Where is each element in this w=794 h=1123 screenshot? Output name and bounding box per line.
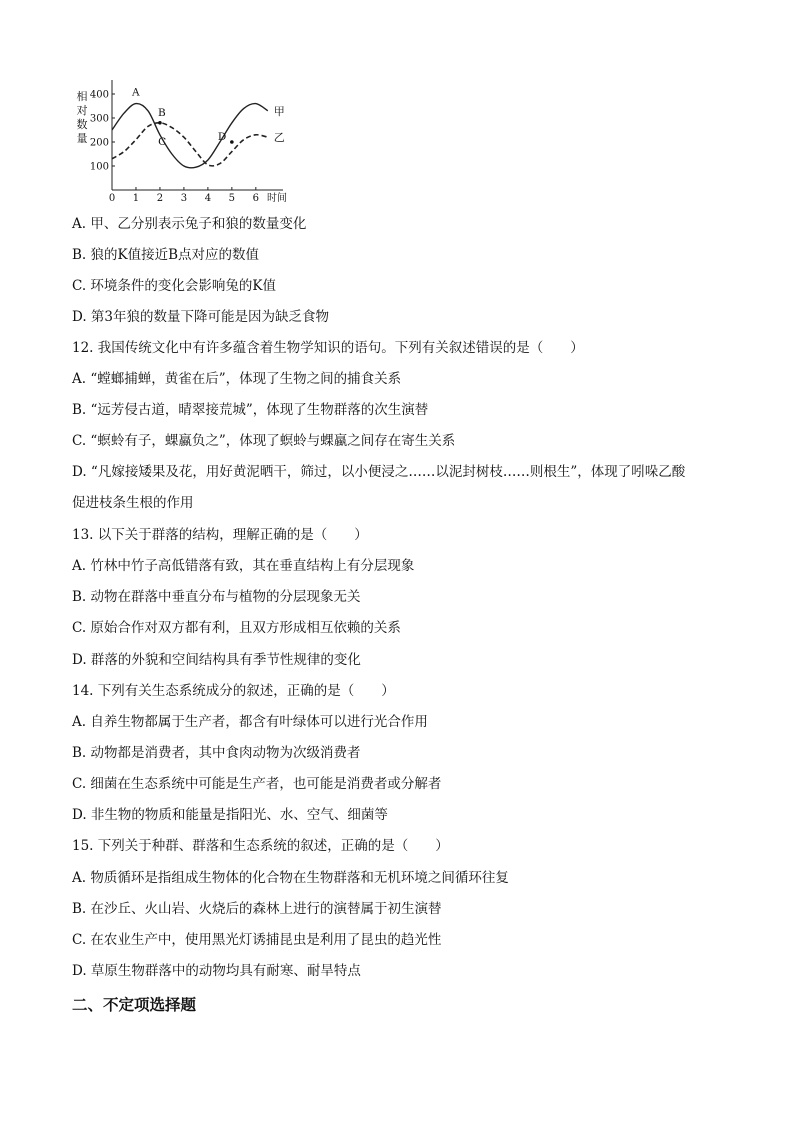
- x-tick-label: 4: [204, 193, 212, 202]
- series-line-1: [112, 104, 268, 168]
- option-c-q13: C. 原始合作对双方都有利，且双方形成相互依赖的关系: [72, 620, 401, 636]
- y-axis-label-char: 量: [76, 132, 88, 145]
- option-c-q11: C. 环境条件的变化会影响兔的K值: [72, 278, 277, 294]
- x-tick-label: 0: [108, 193, 116, 202]
- option-d-q12-cont: 促进枝条生根的作用: [72, 495, 194, 511]
- series-label-1: 甲: [273, 104, 285, 118]
- option-a-q13: A. 竹林中竹子高低错落有致，其在垂直结构上有分层现象: [72, 558, 415, 574]
- x-tick-label: 1: [132, 193, 140, 202]
- y-axis-label-char: 对: [76, 104, 88, 117]
- point-marker-B: [158, 121, 162, 125]
- option-a-q11: A. 甲、乙分别表示兔子和狼的数量变化: [72, 216, 307, 232]
- x-tick-label: 3: [180, 193, 188, 202]
- option-d-q11: D. 第3年狼的数量下降可能是因为缺乏食物: [72, 309, 330, 325]
- y-axis-label-char: 数: [76, 118, 88, 131]
- option-c-q12: C. “螟蛉有子，蜾蠃负之”，体现了螟蛉与蜾蠃之间存在寄生关系: [72, 433, 456, 449]
- point-label-C: C: [158, 136, 167, 149]
- x-tick-label: 2: [156, 193, 164, 202]
- y-tick-label: 100: [89, 161, 109, 173]
- section-title: 二、不定项选择题: [72, 996, 197, 1014]
- option-b-q13: B. 动物在群落中垂直分布与植物的分层现象无关: [72, 589, 361, 605]
- point-label-B: B: [157, 106, 166, 119]
- question-13: 13. 以下关于群落的结构，理解正确的是（ ）: [72, 527, 368, 543]
- question-14: 14. 下列有关生态系统成分的叙述，正确的是（ ）: [72, 683, 395, 699]
- chart-svg: [70, 78, 290, 202]
- series-line-2: [112, 123, 268, 166]
- option-a-q14: A. 自养生物都属于生产者，都含有叶绿体可以进行光合作用: [72, 714, 428, 730]
- option-d-q12: D. “凡嫁接矮果及花，用好黄泥晒干，筛过，以小便浸之……以泥封树枝……则根生”，体现了吲哚乙酸: [72, 464, 686, 480]
- x-tick-label: 5: [228, 193, 236, 202]
- point-label-D: D: [217, 131, 227, 143]
- y-tick-label: 200: [89, 137, 109, 149]
- option-c-q15: C. 在农业生产中，使用黑光灯诱捕昆虫是利用了昆虫的趋光性: [72, 932, 442, 948]
- option-b-q14: B. 动物都是消费者，其中食肉动物为次级消费者: [72, 745, 361, 761]
- question-12: 12. 我国传统文化中有许多蕴含着生物学知识的语句。下列有关叙述错误的是（ ）: [72, 340, 584, 356]
- question-15: 15. 下列关于种群、群落和生态系统的叙述，正确的是（ ）: [72, 838, 449, 854]
- y-tick-label: 300: [89, 113, 109, 125]
- option-b-q12: B. “远芳侵古道，晴翠接荒城”，体现了生物群落的次生演替: [72, 402, 429, 418]
- x-tick-label: 6: [252, 193, 260, 202]
- option-d-q13: D. 群落的外貌和空间结构具有季节性规律的变化: [72, 652, 361, 668]
- point-marker-D: [230, 140, 234, 144]
- y-axis-label-char: 相: [76, 90, 88, 103]
- option-b-q11: B. 狼的K值接近B点对应的数值: [72, 247, 260, 263]
- series-label-2: 乙: [273, 131, 285, 145]
- option-b-q15: B. 在沙丘、火山岩、火烧后的森林上进行的演替属于初生演替: [72, 901, 442, 917]
- y-tick-label: 400: [89, 89, 109, 101]
- option-d-q15: D. 草原生物群落中的动物均具有耐寒、耐旱特点: [72, 963, 361, 979]
- option-d-q14: D. 非生物的物质和能量是指阳光、水、空气、细菌等: [72, 807, 388, 823]
- option-c-q14: C. 细菌在生态系统中可能是生产者，也可能是消费者或分解者: [72, 776, 442, 792]
- x-axis-label: 时间: [267, 193, 287, 202]
- option-a-q15: A. 物质循环是指组成生物体的化合物在生物群落和无机环境之间循环往复: [72, 870, 509, 886]
- point-label-A: A: [131, 86, 140, 99]
- population-chart: [70, 78, 290, 202]
- option-a-q12: A. “螳螂捕蝉，黄雀在后”，体现了生物之间的捕食关系: [72, 371, 402, 387]
